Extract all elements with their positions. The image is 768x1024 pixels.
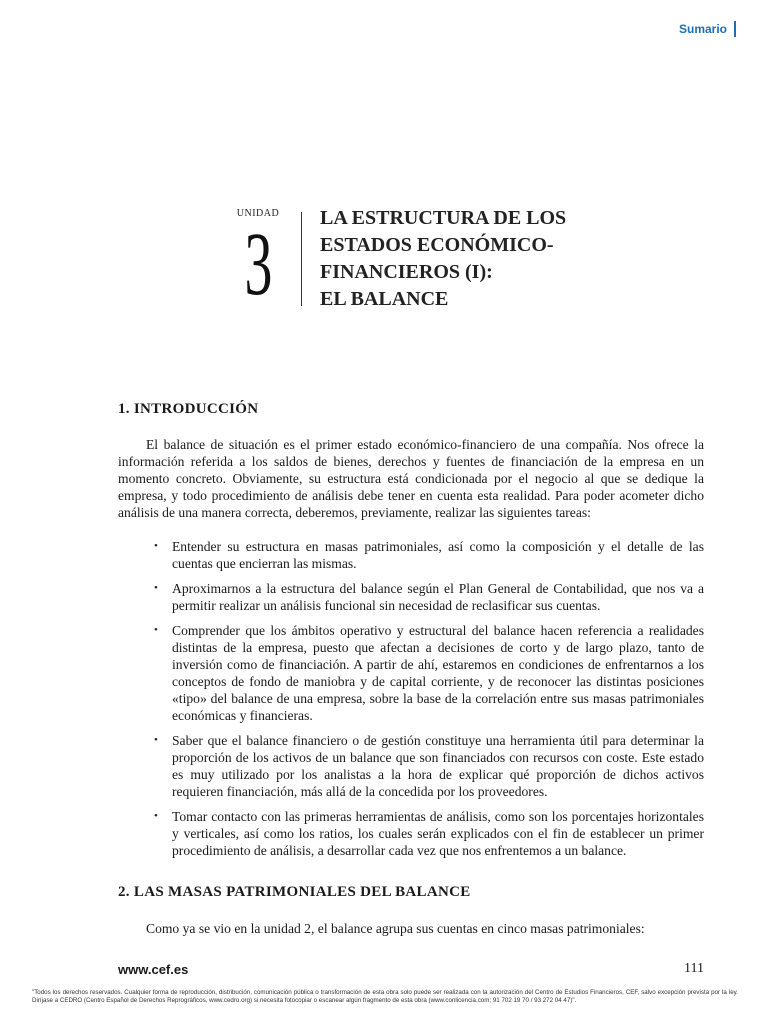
intro-paragraph: El balance de situación es el primer estado económico-financiero de una compañía. Nos ofrece la información referida a los saldos de bienes, derechos y fuentes de financiación de la empresa en un momento concreto. Obviamente, su estructura está condicionada por el negocio al que se dedique la empresa, y todo procedimiento de análisis debe tener en cuenta esta realidad. Para poder acometer dicho análisis de una manera correcta, deberemos, previamente, realizar las siguientes tareas: [118,437,704,520]
page-number: 111 [684,961,704,976]
unit-number: 3 [244,215,272,314]
sumario-divider [734,21,736,37]
list-item [154,538,704,572]
list-item-text: Tomar contacto con las primeras herramientas de análisis, como son los porcentajes horizontales y verticales, así como los ratios, los cuales serán explicados con el fin de establecer un primer procedimiento de análisis, a desarrollar cada vez que nos enfrentemos a un balance. [172,809,704,858]
list-item-text: Entender su estructura en masas patrimoniales, así como la composición y el detalle de las cuentas que encierran las mismas. [172,539,704,571]
unit-block [233,208,283,314]
sumario-label: Sumario [678,22,727,36]
bullet-icon: • [154,582,158,594]
unit-label: UNIDAD [236,208,280,219]
footer-url-link[interactable]: www.cef.es [118,962,189,977]
list-item [154,732,704,800]
list-item [154,580,704,614]
section-heading-masas: 2. LAS MASAS PATRIMONIALES DEL BALANCE [118,884,471,900]
list-item-text: Aproximarnos a la estructura del balance según el Plan General de Contabilidad, que nos va a permitir realizar un análisis funcional sin necesidad de reclasificar sus cuentas. [172,581,704,613]
legal-notice: "Todos los derechos reservados. Cualquier forma de reproducción, distribución, comunicación pública o transformación de esta obra solo puede ser realizada con la autorización del Centro de Estudios Financieros, CEF, salvo excepción prevista por la ley. Diríjase a CEDRO (Centro Español de Derechos Reprográficos, www.cedro.org) si necesita fotocopiar o escanear algún fragmento de esta obra (www.conlicencia.com; 91 702 19 70 / 93 272 04 47)". [32,989,738,1005]
bullet-icon: • [154,810,158,822]
unit-title-line: EL BALANCE [320,288,449,310]
unit-divider [301,212,302,306]
list-item-text: Comprender que los ámbitos operativo y estructural del balance hacen referencia a realidades distintas de la empresa, puesto que afectan a decisiones de corto y de largo plazo, tanto de inversión como de financiación. A partir de ahí, estaremos en condiciones de enfrentarnos a los conceptos de fondo de maniobra y de capital corriente, y de reconocer las distintas posiciones «tipo» del balance de una empresa, sobre la base de la correlación entre sus masas patrimoniales económicas y financieras. [172,623,704,723]
sumario-link[interactable] [679,21,736,37]
bullet-icon: • [154,540,158,552]
bullet-icon: • [154,734,158,746]
unit-title [320,205,566,313]
bullet-icon: • [154,624,158,636]
unit-title-line: LA ESTRUCTURA DE LOS [320,207,567,229]
section-heading-introduccion: 1. INTRODUCCIÓN [118,401,259,417]
list-item [154,622,704,724]
unit-title-line: ESTADOS ECONÓMICO- [320,234,554,256]
masas-paragraph: Como ya se vio en la unidad 2, el balance agrupa sus cuentas en cinco masas patrimoniales: [146,921,645,936]
list-item-text: Saber que el balance financiero o de gestión constituye una herramienta útil para determinar la proporción de los activos de un balance que son financiados con recursos con coste. Este estado es muy utilizado por los analistas a la hora de explicar qué proporción de dichos activos requieren financiación, más allá de la concedida por los proveedores. [172,733,704,799]
list-item [154,808,704,859]
task-list [154,538,704,867]
unit-title-line: FINANCIEROS (I): [320,261,493,283]
